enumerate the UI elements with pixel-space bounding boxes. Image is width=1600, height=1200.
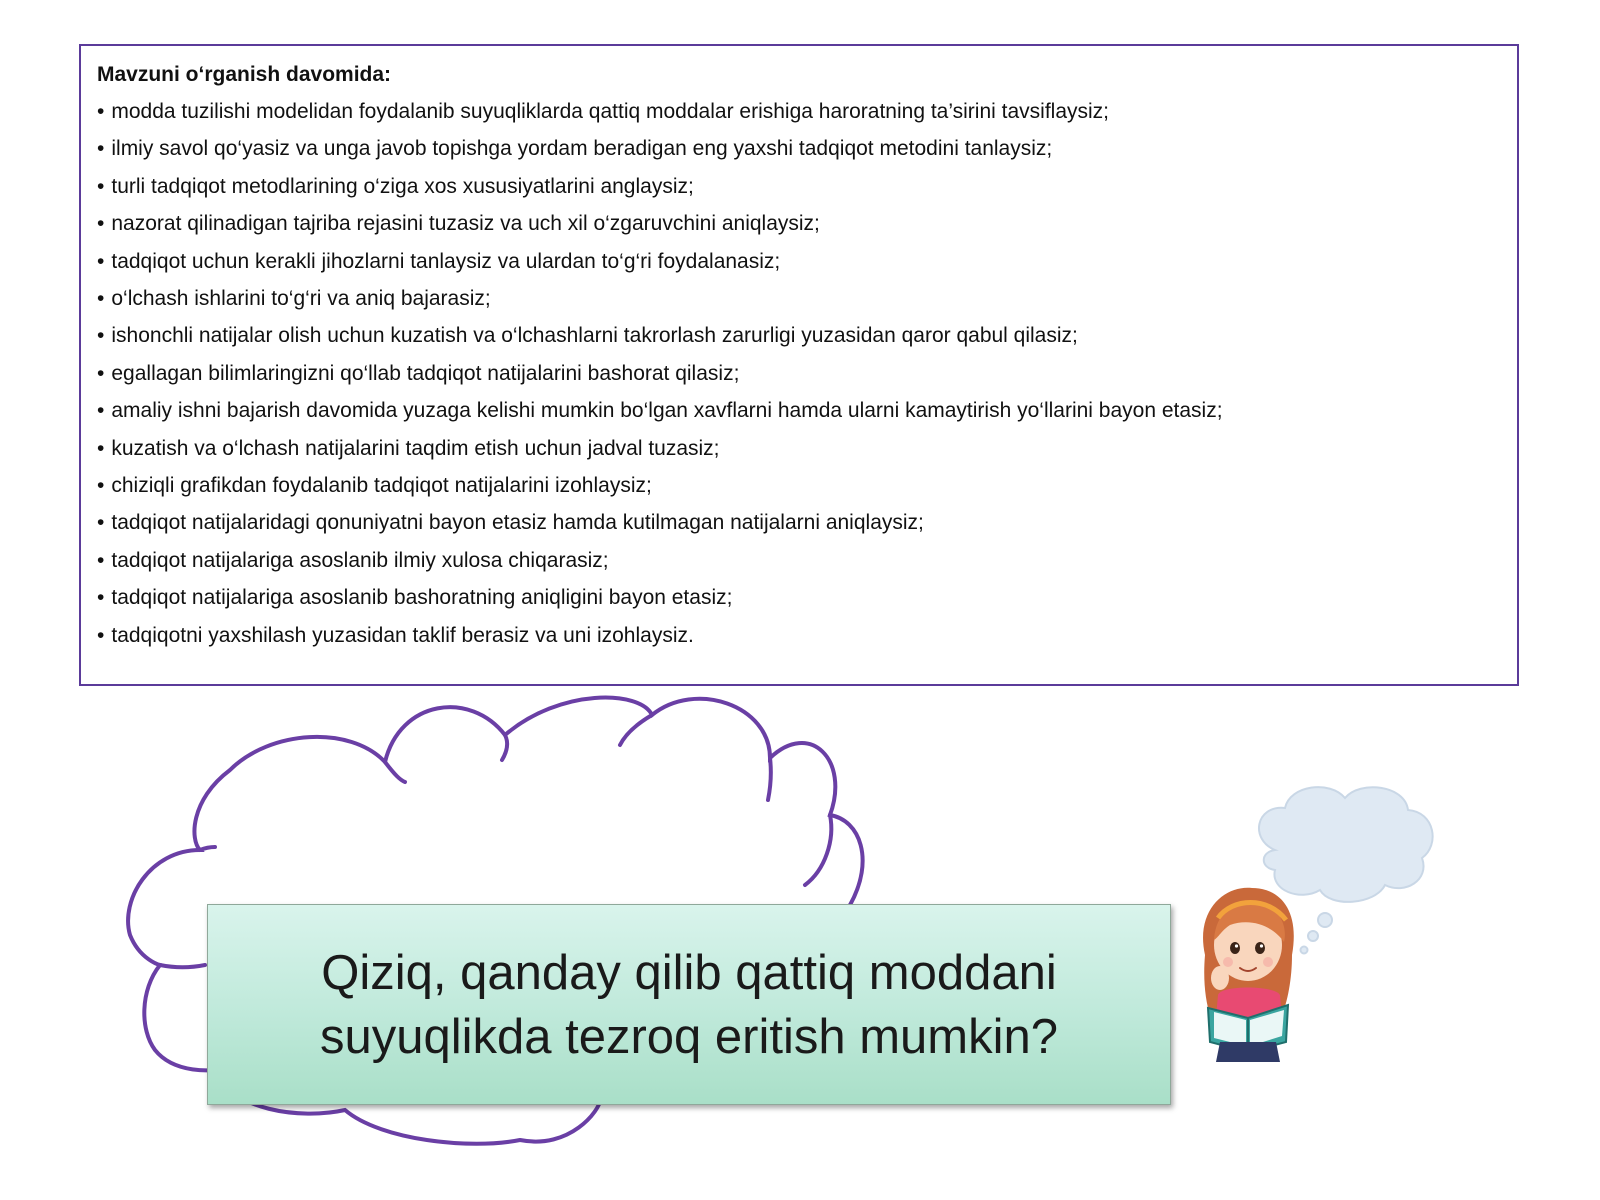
list-item: • tadqiqot natijalaridagi qonuniyatni bayon etasiz hamda kutilmagan natijalarni aniqlaysiz;: [97, 504, 1501, 541]
list-item: • turli tadqiqot metodlarining o‘ziga xos xususiyatlarini anglaysiz;: [97, 168, 1501, 205]
question-box: [207, 904, 1171, 1105]
list-item: • modda tuzilishi modelidan foydalanib suyuqliklarda qattiq moddalar erishiga haroratning ta’sirini tavsiflaysiz;: [97, 93, 1501, 130]
list-item: • nazorat qilinadigan tajriba rejasini tuzasiz va uch xil o‘zgaruvchini aniqlaysiz;: [97, 205, 1501, 242]
list-item: • tadqiqot natijalariga asoslanib ilmiy xulosa chiqarasiz;: [97, 542, 1501, 579]
reading-girl-illustration: [1180, 780, 1470, 1070]
question-text: [309, 941, 1069, 1069]
list-item: • amaliy ishni bajarish davomida yuzaga kelishi mumkin bo‘lgan xavflarni hamda ularni kamaytirish yo‘llarini bayon etasiz;: [97, 392, 1501, 429]
list-item: • tadqiqot uchun kerakli jihozlarni tanlaysiz va ulardan to‘g‘ri foydalanasiz;: [97, 243, 1501, 280]
list-item: • chiziqli grafikdan foydalanib tadqiqot natijalarini izohlaysiz;: [97, 467, 1501, 504]
list-item: • tadqiqot natijalariga asoslanib bashoratning aniqligini bayon etasiz;: [97, 579, 1501, 616]
list-item: • ilmiy savol qo‘yasiz va unga javob topishga yordam beradigan eng yaxshi tadqiqot metodini tanlaysiz;: [97, 130, 1501, 167]
objectives-heading: Mavzuni o‘rganish davomida:: [97, 63, 392, 86]
list-item: • kuzatish va o‘lchash natijalarini taqdim etish uchun jadval tuzasiz;: [97, 430, 1501, 467]
question-line-2: suyuqlikda tezroq eritish mumkin?: [319, 1009, 1059, 1064]
question-line-1: Qiziq, qanday qilib qattiq moddani: [321, 945, 1057, 1000]
list-item: • tadqiqotni yaxshilash yuzasidan taklif berasiz va uni izohlaysiz.: [97, 617, 1501, 654]
list-item: • ishonchli natijalar olish uchun kuzatish va o‘lchashlarni takrorlash zarurligi yuzasidan qaror qabul qilasiz;: [97, 317, 1501, 354]
list-item: • o‘lchash ishlarini to‘g‘ri va aniq bajarasiz;: [97, 280, 1501, 317]
list-item: • egallagan bilimlaringizni qo‘llab tadqiqot natijalarini bashorat qilasiz;: [97, 355, 1501, 392]
